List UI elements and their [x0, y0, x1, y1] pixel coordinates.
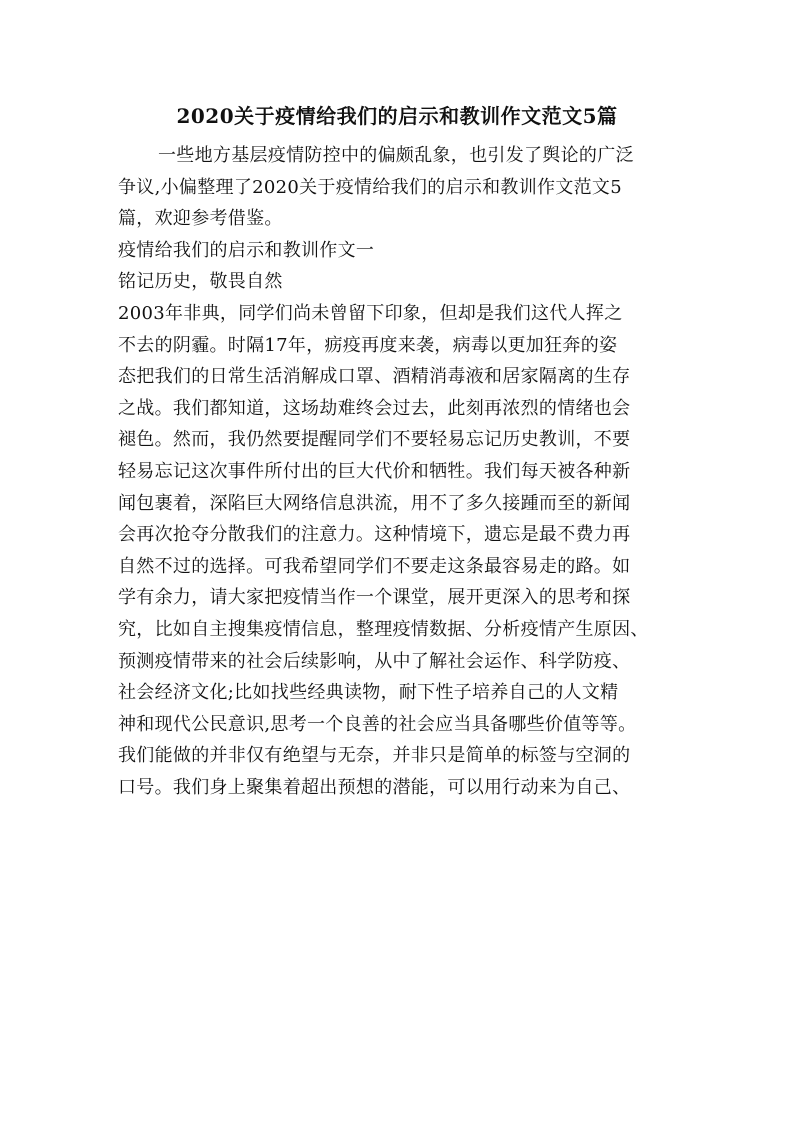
- document-body: [118, 140, 684, 803]
- paragraph-line: 之战。我们都知道，这场劫难终会过去，此刻再浓烈的情绪也会: [118, 397, 631, 419]
- paragraph-line: 2003年非典，同学们尚未曾留下印象，但却是我们这代人挥之: [118, 302, 623, 324]
- paragraph-line: 学有余力，请大家把疫情当作一个课堂，展开更深入的思考和探: [118, 587, 631, 609]
- paragraph-line: 态把我们的日常生活消解成口罩、酒精消毒液和居家隔离的生存: [118, 366, 631, 388]
- paragraph-line: 神和现代公民意识,思考一个良善的社会应当具备哪些价值等等。: [118, 713, 637, 735]
- paragraph-line: 篇，欢迎参考借鉴。: [118, 208, 283, 230]
- paragraph-line: 褪色。然而，我仍然要提醒同学们不要轻易忘记历史教训，不要: [118, 429, 631, 451]
- section-heading: 疫情给我们的启示和教训作文一: [118, 239, 375, 261]
- paragraph-line: 我们能做的并非仅有绝望与无奈，并非只是简单的标签与空洞的: [118, 745, 631, 767]
- paragraph-line: 会再次抢夺分散我们的注意力。这种情境下，遗忘是最不费力再: [118, 524, 631, 546]
- paragraph-line: 自然不过的选择。可我希望同学们不要走这条最容易走的路。如: [118, 555, 631, 577]
- paragraph-line: 一些地方基层疫情防控中的偏颇乱象，也引发了舆论的广泛: [158, 145, 634, 166]
- paragraph-line: 社会经济文化;比如找些经典读物，耐下性子培养自己的人文精: [118, 682, 619, 704]
- paragraph-line: 口号。我们身上聚集着超出预想的潜能，可以用行动来为自己、: [118, 776, 631, 798]
- essay-subtitle: 铭记历史，敬畏自然: [118, 271, 283, 293]
- document-title: 2020关于疫情给我们的启示和教训作文范文5篇: [176, 104, 618, 128]
- paragraph-line: 轻易忘记这次事件所付出的巨大代价和牺牲。我们每天被各种新: [118, 460, 631, 482]
- paragraph-line: 预测疫情带来的社会后续影响，从中了解社会运作、科学防疫、: [118, 650, 631, 672]
- paragraph-line: 不去的阴霾。时隔17年，疬疫再度来袭，病毒以更加狂奔的姿: [118, 334, 618, 356]
- paragraph-line: 争议,小偏整理了2020关于疫情给我们的启示和教训作文范文5: [118, 176, 622, 198]
- paragraph-line: 闻包裹着，深陷巨大网络信息洪流，用不了多久接踵而至的新闻: [118, 492, 631, 514]
- paragraph-line: 究，比如自主搜集疫情信息，整理疫情数据、分析疫情产生原因、: [118, 618, 649, 640]
